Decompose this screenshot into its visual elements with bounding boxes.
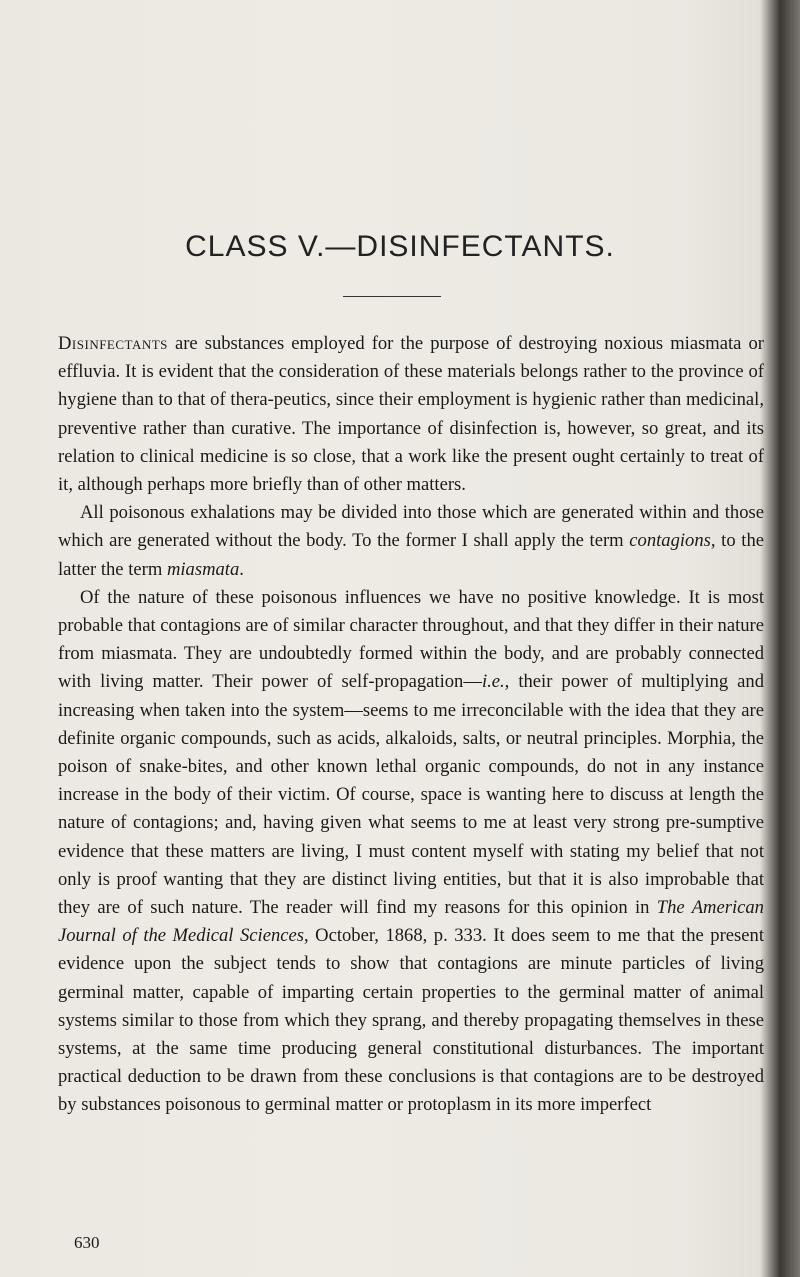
paragraph-2-part-1: All poisonous exhalations may be divided into those which are generated within and those which are generated without the body. To the former I shall apply the term (58, 502, 764, 552)
paragraph-3-part-3: , October, 1868, p. 333. It does seem to me that the present evidence upon the subject tends to show that contagions are minute particles of living germinal matter, capable of imparting certain properties to the germinal matter of animal systems similar to those from which they sprang, and thereby propagating themselves in these systems, at the same time producing general constitutional disturbances. The important practical deduction to be drawn from these conclusions is that contagions are to be destroyed by substances poisonous to germinal matter or protoplasm in its more imperfect (58, 925, 764, 1116)
term-miasmata: miasmata (166, 558, 240, 580)
abbreviation-ie: i.e. (481, 671, 505, 693)
journal-title: The American Journal of the Medical Sciences (58, 897, 764, 947)
term-contagions: contagions (629, 530, 711, 552)
page-number: 630 (74, 1233, 100, 1252)
body-text (58, 330, 764, 1120)
paragraph-1-text: are substances employed for the purpose of destroying noxious miasmata or effluvia. It is evident that the consideration of these materials belongs rather to the province of hygiene than to that of thera-peutics, since their employment is hygienic rather than medicinal, preventive rather than curative. The importance of disinfection is, however, so great, and its relation to clinical medicine is so close, that a work like the present ought certainly to treat of it, although perhaps more briefly than of other matters. (58, 333, 764, 496)
paragraph-1-lead: Disinfectants (58, 333, 168, 354)
paragraph-3-part-1: Of the nature of these poisonous influences we have no positive knowledge. It is most probable that contagions are of similar character throughout, and that they differ in their nature from miasmata. They are undoubtedly formed within the body, and are probably connected with living matter. Their power of self-propagation— (58, 586, 764, 693)
paragraph-2-part-3: . (239, 558, 244, 580)
paragraph-2 (58, 499, 764, 584)
paragraph-3-part-2: , their power of multiplying and increasing when taken into the system—seems to me irreconcilable with the idea that they are definite organic compounds, such as acids, alkaloids, salts, or neutral principles. Morphia, the poison of snake-bites, and other known lethal organic compounds, do not in any instance increase in the body of their victim. Of course, space is wanting here to discuss at length the nature of contagions; and, having given what seems to me at least very strong pre-sumptive evidence that these matters are living, I must content myself with stating my belief that not only is proof wanting that they are distinct living entities, but that it is also improbable that they are of such nature. The reader will find my reasons for this opinion in (58, 671, 764, 919)
paragraph-1 (58, 330, 764, 499)
chapter-heading: CLASS V.—DISINFECTANTS. (185, 230, 615, 263)
paragraph-3 (58, 584, 764, 1120)
paragraph-2-part-2: , to the latter the term (58, 530, 765, 580)
heading-rule (343, 296, 441, 297)
